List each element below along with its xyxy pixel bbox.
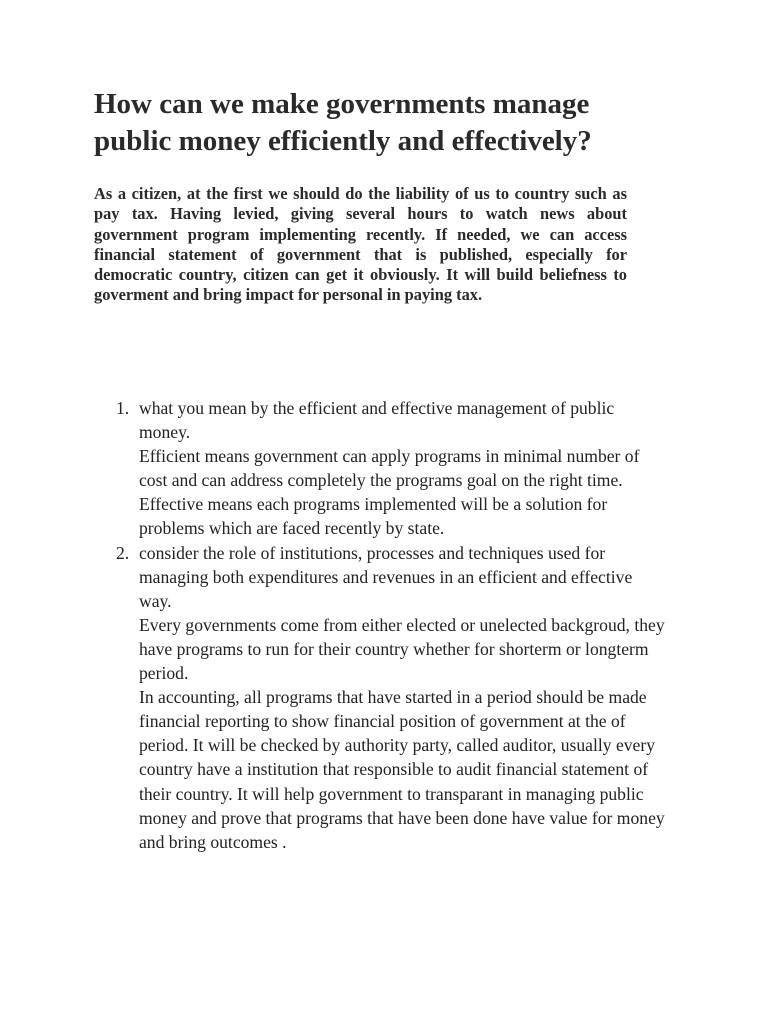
list-item: [108, 396, 668, 541]
list-item-number: 1.: [116, 398, 130, 418]
intro-paragraph: As a citizen, at the first we should do the liability of us to country such as pay tax. Having levied, giving several hours to watch news about government program implementing recently. If needed, we can access financial statement of government that is published, especially for democratic country, citizen can get it obviously. It will build beliefness to goverment and bring impact for personal in paying tax.: [94, 184, 627, 305]
document-title: How can we make governments manage public money efficiently and effectively?: [94, 88, 592, 157]
answer-text: Every governments come from either elected or unelected backgroud, they have programs to run for their country whether for shorterm or longterm period.: [139, 614, 665, 684]
answer-text: In accounting, all programs that have started in a period should be made financial reporting to show financial position of government at the of period. It will be checked by authority party, called auditor, usually every country have a institution that responsible to audit financial statement of their country. It will help government to transparant in managing public money and prove that programs that have been done have value for money and bring outcomes .: [139, 687, 665, 852]
answer-text: Effective means each programs implemented will be a solution for problems which are faced recently by state.: [139, 494, 608, 539]
question-text: consider the role of institutions, processes and techniques used for managing both expenditures and revenues in an efficient and effective way.: [139, 542, 633, 611]
answer-text: Efficient means government can apply programs in minimal number of cost and can address completely the programs goal on the right time.: [139, 446, 640, 491]
question-text: what you mean by the efficient and effective management of public money.: [139, 398, 615, 443]
list-item: [108, 541, 668, 854]
list-item-number: 2.: [116, 542, 130, 563]
question-list: [108, 396, 668, 854]
